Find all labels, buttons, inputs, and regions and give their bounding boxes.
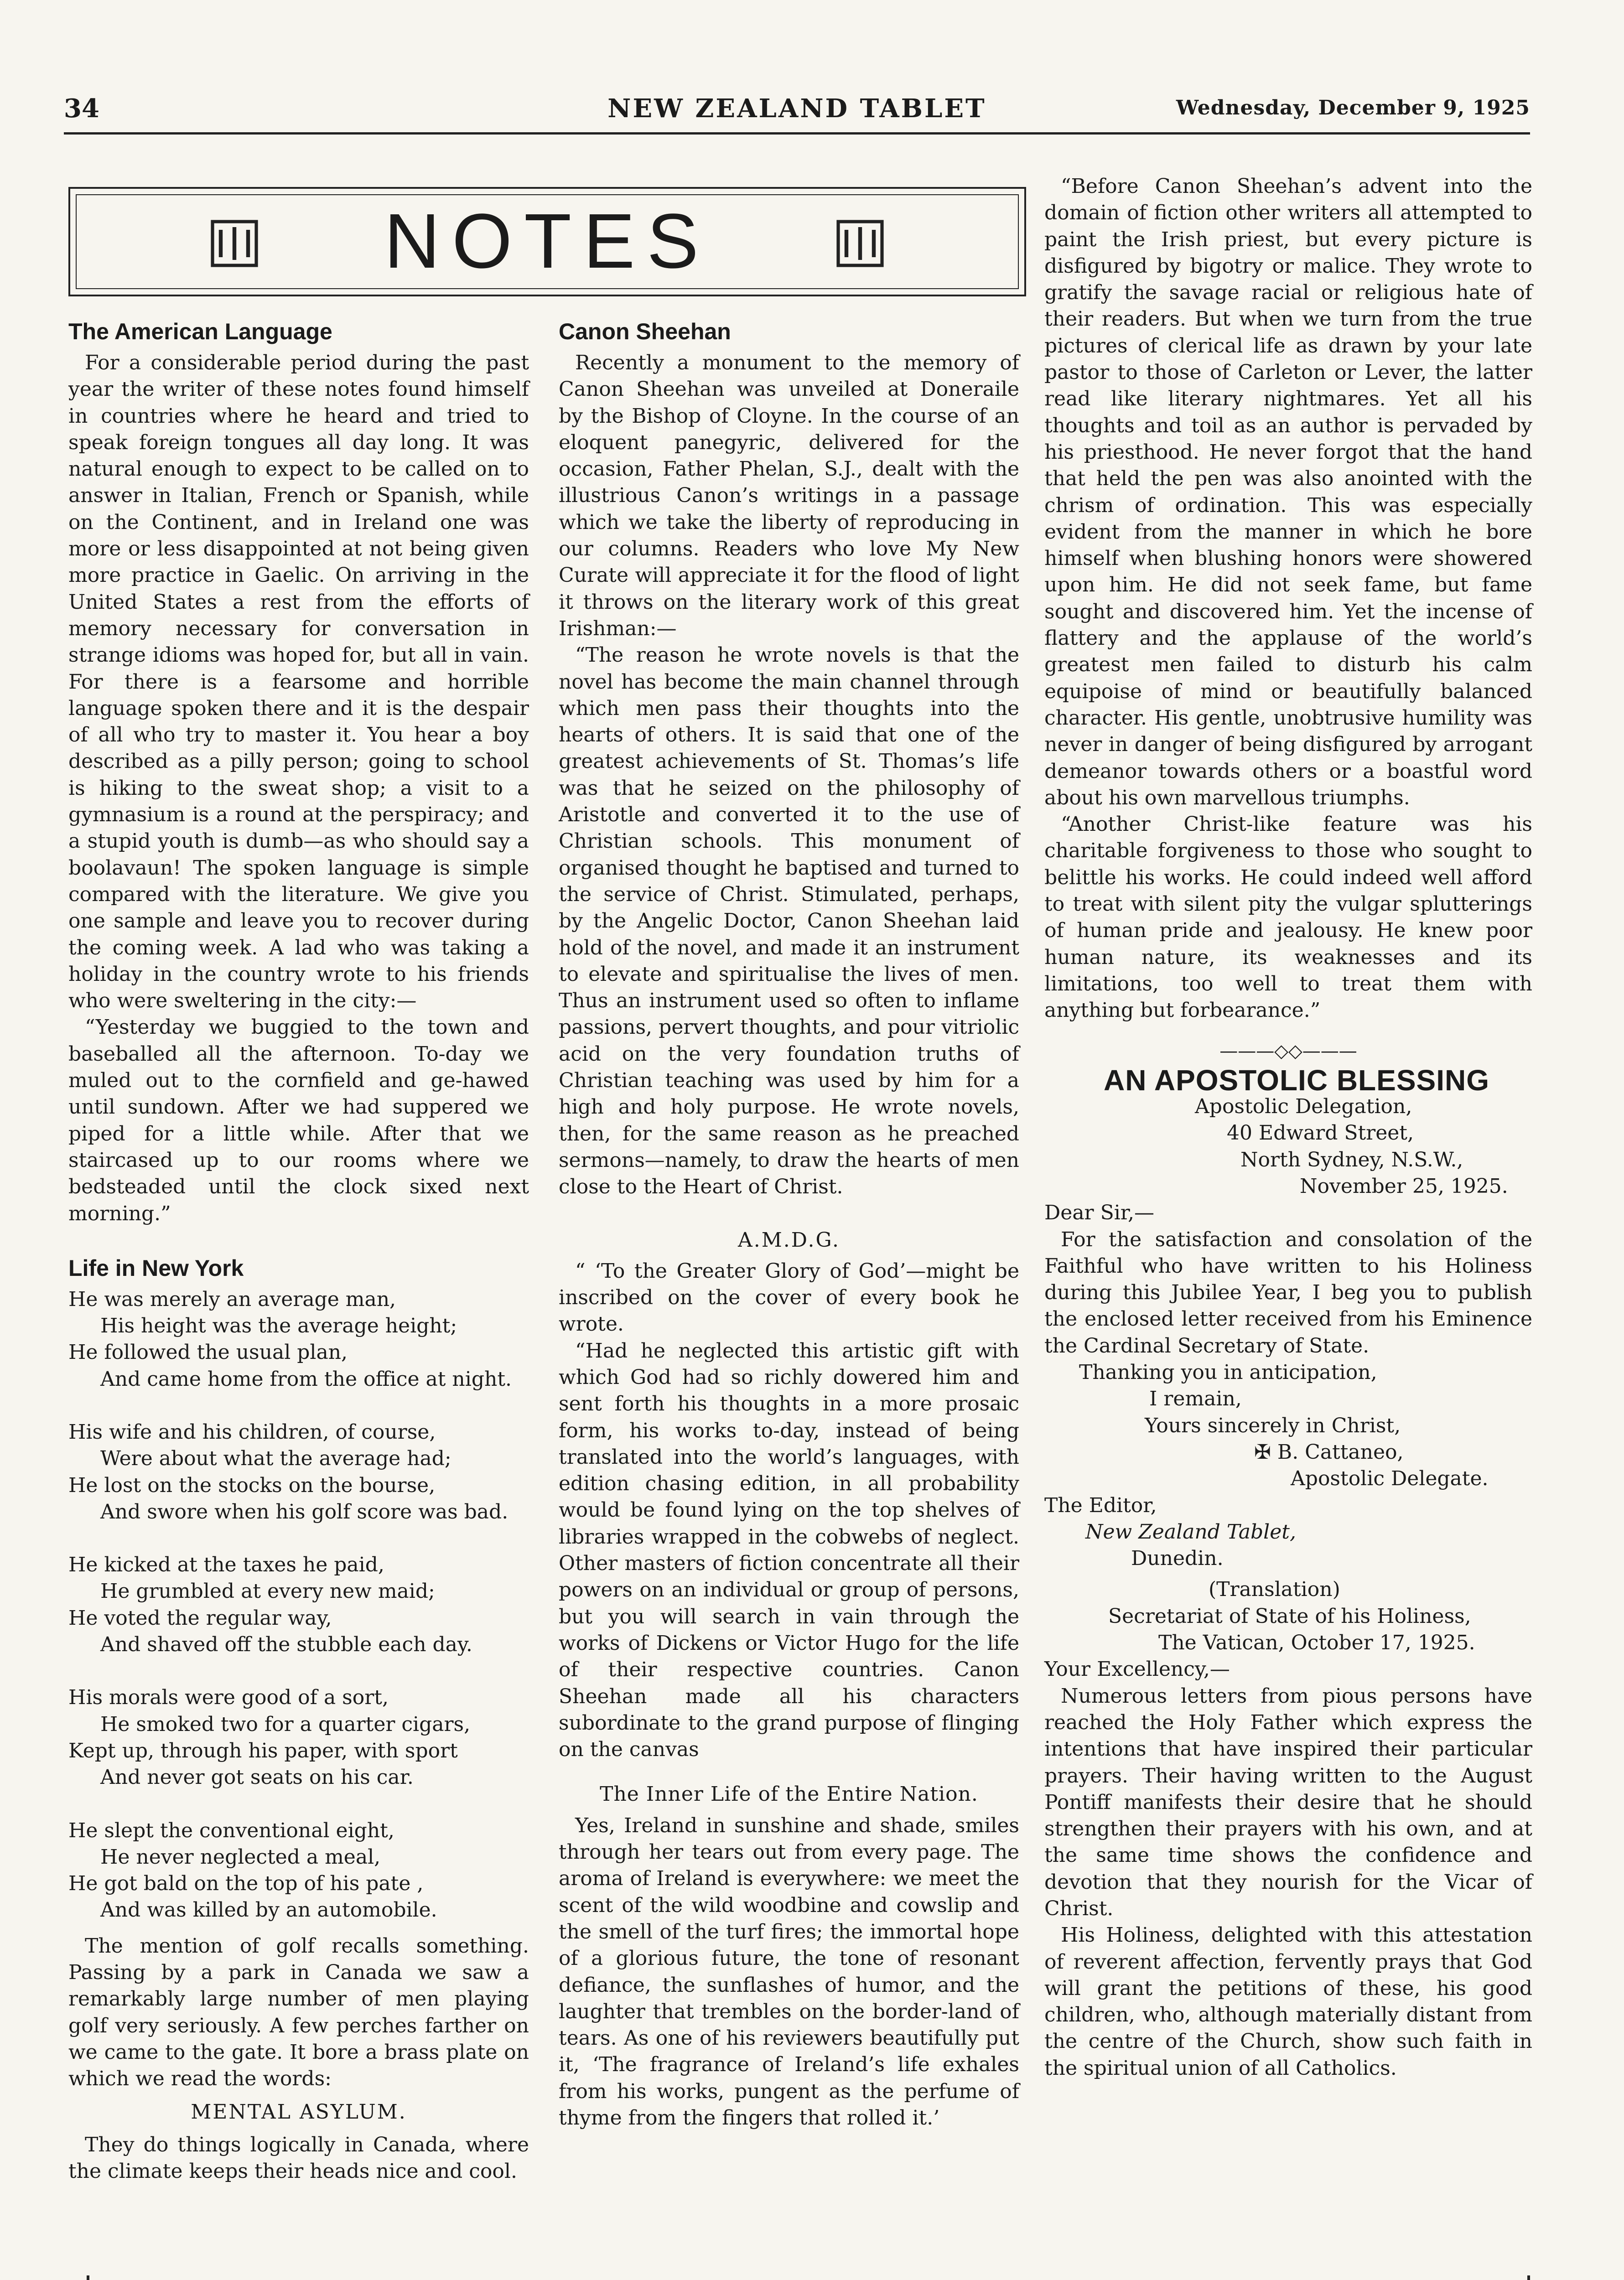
section-heading: Life in New York <box>68 1255 244 1281</box>
ad-frame <box>87 2275 1530 2280</box>
section-heading: AN APOSTOLIC BLESSING <box>1104 1063 1489 1097</box>
poem-line: Kept up, through his paper, with sport <box>68 1739 458 1762</box>
address-line: Secretariat of State of his Holiness, <box>1108 1604 1471 1628</box>
address-line: Apostolic Delegation, <box>1195 1095 1412 1119</box>
poem-line: And never got seats on his car. <box>100 1766 414 1789</box>
signature: ✠ B. Cattaneo, <box>1254 1440 1404 1464</box>
poem-line: He got bald on the top of his pate , <box>68 1872 424 1896</box>
address-line: The Vatican, October 17, 1925. <box>1158 1631 1475 1655</box>
column-2 <box>559 317 1019 2131</box>
paragraph: For the satisfaction and consolation of the Faithful who have written to his Holiness during this Jubilee Year, I beg you to publish the enclosed letter received from his Eminence the Cardinal Secretary of State. <box>1044 1228 1532 1358</box>
paragraph: “The reason he wrote novels is that the novel has become the main channel through which men pass their thoughts into the hearts of others. It is said that one of the greatest achievements of St. Thomas’s life was that he seized on the philosophy of Aristotle and converted it to the use of Christian schools. This monument of organised thought he baptised and turned to the service of Christ. Stimulated, perhaps, by the Angelic Doctor, Canon Sheehan laid hold of the novel, and made it an instrument to elevate and spiritualise the lives of men. Thus an instrument used so often to inflame passions, pervert thoughts, and pour vitriolic acid on the very foundation truths of Christian teaching was used by him for a high and holy purpose. He wrote novels, then, for the same reason as he preached sermons—namely, to draw the hearts of men close to the Heart of Christ. <box>559 643 1019 1199</box>
subheading: (Translation) <box>1209 1578 1340 1601</box>
poem-line: His height was the average height; <box>100 1314 457 1338</box>
poem-line: He lost on the stocks on the bourse, <box>68 1473 436 1497</box>
masthead <box>64 93 1530 135</box>
poem-line: Were about what the average had; <box>100 1447 451 1471</box>
column-3 <box>1044 173 1532 2082</box>
subheading: A.M.D.G. <box>737 1228 841 1252</box>
poem-line: And swore when his golf score was bad. <box>100 1500 508 1523</box>
salutation: Dear Sir,— <box>1044 1201 1154 1225</box>
poem-line: His morals were good of a sort, <box>68 1686 389 1710</box>
paragraph: The mention of golf recalls something. Passing by a park in Canada we saw a remarkably large number of men playing golf very seriously. A few perches farther on we came to the gate. It bore a brass plate on which we read the words: <box>68 1934 529 2091</box>
issue-date: Wednesday, December 9, 1925 <box>1176 96 1530 119</box>
ornament-icon <box>833 216 887 271</box>
signature-title: Apostolic Delegate. <box>1291 1467 1489 1491</box>
paragraph: “Had he neglected this artistic gift with which God had so richly dowered him and sent forth his thoughts in a more prosaic form, his works to-day, instead of being translated into the world’s languages, with edition chasing edition, in all probability would be found lying on the top shelves of libraries wrapped in the cobwebs of neglect. Other masters of fiction concentrate all their powers on an individual or group of persons, but you will search in vain through the works of Dickens or Victor Hugo for the life of their respective countries. Canon Sheehan made all his characters subordinate to the grand purpose of flinging on the canvas <box>559 1339 1019 1762</box>
poem-line: And was killed by an automobile. <box>100 1898 437 1922</box>
address-line: 40 Edward Street, <box>1227 1121 1414 1145</box>
paragraph: “Another Christ-like feature was his charitable forgiveness to those who sought to belittle his works. He could indeed well afford to treat with silent pity the vulgar splutterings of human pride and jealousy. He knew poor human nature, its weaknesses and its limitations, too well to treat them with anything but forbearance.” <box>1044 813 1532 1022</box>
poem <box>68 1286 529 1924</box>
subheading: The Inner Life of the Entire Nation. <box>600 1783 978 1806</box>
page-number: 34 <box>64 93 99 124</box>
paragraph: For a considerable period during the past year the writer of these notes found himself in countries where he heard and tried to speak foreign tongues all day long. It was natural enough to expect to be called on to answer in Italian, French or Spanish, while on the Continent, and in Ireland one was more or less disappointed at not being given more practice in Gaelic. On arriving in the United States a rest from the efforts of memory necessary for conversation in strange idioms was hoped for, but all in vain. For there is a fearsome and horrible language spoken there and it is the despair of all who try to master it. You hear a boy described as a pilly person; going to school is hiking to the sweat shop; a visit to a gymnasium is a round at the perspiracy; and a stupid youth is dumb—as who should say a boolavaun! The spoken language is simple compared with the literature. We give you one sample and leave you to recover during the coming week. A lad who was taking a holiday in the country wrote to his friends who were sweltering in the city:— <box>68 351 529 1013</box>
poem-line: He was merely an average man, <box>68 1287 396 1311</box>
notes-banner <box>68 187 1026 296</box>
notes-title: NOTES <box>384 198 711 285</box>
closing-line: Yours sincerely in Christ, <box>1145 1414 1401 1437</box>
paragraph: Recently a monument to the memory of Canon Sheehan was unveiled at Doneraile by the Bishop of Cloyne. In the course of an eloquent panegyric, delivered for the occasion, Father Phelan, S.J., dealt with the illustrious Canon’s writings in a passage which we take the liberty of reproducing in our columns. Readers who love My New Curate will appreciate it for the flood of light it throws on the literary work of this great Irishman:— <box>559 351 1019 640</box>
address-line: New Zealand Tablet, <box>1085 1520 1296 1544</box>
closing-line: Thanking you in anticipation, <box>1079 1361 1377 1384</box>
paragraph: His Holiness, delighted with this attestation of reverent affection, fervently prays that God will grant the petitions of these, his good children, who, although materially distant from the centre of the Church, show such faith in the spiritual union of all Catholics. <box>1044 1923 1532 2080</box>
address-line: November 25, 1925. <box>1300 1174 1508 1198</box>
paragraph: “Yesterday we buggied to the town and baseballed all the afternoon. To-day we muled out to the cornfield and ge-hawed until sundown. After we had suppered we piped for a little while. After that we staircased up to our rooms where we bedsteaded until the clock sixed next morning.” <box>68 1016 529 1225</box>
column-1 <box>68 317 529 2185</box>
advertisement <box>87 2275 1530 2280</box>
address-line: The Editor, <box>1044 1493 1157 1517</box>
paragraph: They do things logically in Canada, where the climate keeps their heads nice and cool. <box>68 2133 529 2183</box>
paragraph: Numerous letters from pious persons have reached the Holy Father which express the intentions that have inspired their particular prayers. Their having written to the August Pontiff manifests their desire that he should strengthen their prayers with his own, and at the same time shows the confidence and devotion that they nourish for the Vicar of Christ. <box>1044 1684 1532 1920</box>
poem-line: He voted the regular way, <box>68 1606 332 1630</box>
poem-line: He kicked at the taxes he paid, <box>68 1553 384 1577</box>
poem-line: He smoked two for a quarter cigars, <box>100 1712 471 1736</box>
closing-line: I remain, <box>1149 1387 1242 1411</box>
paragraph: “Before Canon Sheehan’s advent into the domain of fiction other writers all attempted to paint the Irish priest, but every picture is disfigured by bigotry or malice. They wrote to gratify the savage racial or religious hate of their readers. But when we turn from the true pictures of clerical life as drawn by your late pastor to those of Carleton or Lever, the latter read like literary nightmares. Yet all his thoughts and toil as an author is pervaded by his priesthood. He never forgot that the hand that held the pen was also anointed with the chrism of ordination. This was especially evident from the manner in which he bore himself when blushing honors were showered upon him. He did not seek fame, but fame sought and discovered him. Yet the incense of flattery and the applause of the world’s greatest men failed to disturb his calm equipoise of mind or beautifully balanced character. His gentle, unobtrusive humility was never in danger of being disfigured by arrogant demeanor towards others or a boastful word about his own marvellous triumphs. <box>1044 175 1532 809</box>
poem-line: And shaved off the stubble each day. <box>100 1633 472 1657</box>
header-rule <box>64 132 1530 135</box>
paragraph: “ ‘To the Greater Glory of God’—might be inscribed on the cover of every book he wrote. <box>559 1259 1019 1336</box>
address-line: Dunedin. <box>1131 1547 1224 1570</box>
poem-line: He grumbled at every new maid; <box>100 1580 435 1603</box>
poem-line: His wife and his children, of course, <box>68 1420 436 1444</box>
poem-line: He slept the conventional eight, <box>68 1819 394 1842</box>
poem-line: And came home from the office at night. <box>100 1367 512 1391</box>
address-line: North Sydney, N.S.W., <box>1240 1148 1463 1171</box>
asylum-sign: MENTAL ASYLUM. <box>191 2100 407 2124</box>
paragraph: Yes, Ireland in sunshine and shade, smiles through her tears out from every page. The aroma of Ireland is everywhere: we meet the scent of the wild woodbine and cowslip and the smell of the turf fires; the immortal hope of a glorious future, the tone of resonant defiance, the sunflashes of humor, and the laughter that trembles on the border-land of tears. As one of his reviewers beautifully put it, ‘The fragrance of Ireland’s life exhales from his works, pungent as the perfume of thyme from the fingers that rolled it.’ <box>559 1814 1019 2130</box>
poem-line: He followed the usual plan, <box>68 1341 348 1364</box>
section-heading: Canon Sheehan <box>559 319 731 344</box>
section-heading: The American Language <box>68 319 332 344</box>
salutation: Your Excellency,— <box>1044 1658 1230 1681</box>
publication-title: NEW ZEALAND TABLET <box>607 93 986 124</box>
divider: ———◇◇——— <box>1219 1040 1357 1062</box>
poem-line: He never neglected a meal, <box>100 1845 381 1869</box>
